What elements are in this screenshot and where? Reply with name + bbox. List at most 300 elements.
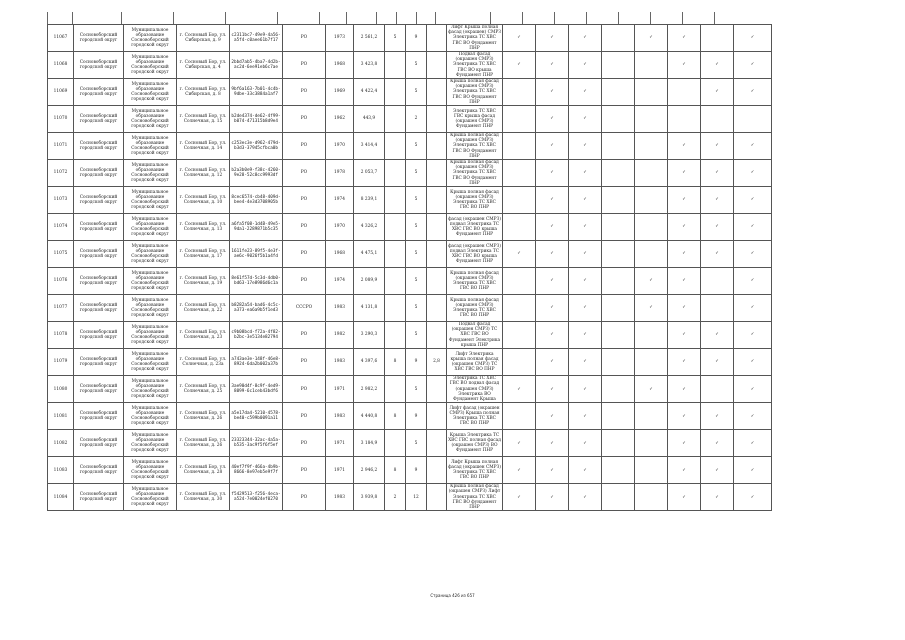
- work-check-cell: [569, 214, 602, 241]
- header-column-divider: [714, 12, 715, 24]
- work-check-cell: [602, 322, 635, 349]
- building-type-cell: РО: [283, 187, 326, 214]
- work-check-cell: [734, 376, 772, 403]
- floors-a-cell: [385, 430, 406, 457]
- work-check-cell: [569, 160, 602, 187]
- floors-a-cell: 5: [385, 25, 406, 52]
- building-type-cell: РО: [283, 430, 326, 457]
- work-check-cell: [701, 484, 734, 511]
- year-cell: 1970: [326, 214, 354, 241]
- floors-b-cell: 5: [406, 160, 427, 187]
- work-check-cell: [668, 187, 701, 214]
- work-check-cell: [602, 133, 635, 160]
- work-check-cell: [569, 457, 602, 484]
- municipality-cell: Муниципальное образование Сосновоборский городской округ: [124, 295, 177, 322]
- check-mark-icon: ✓: [583, 35, 587, 41]
- work-check-cell: [536, 241, 569, 268]
- check-mark-icon: ✓: [682, 278, 686, 284]
- work-check-cell: [635, 25, 668, 52]
- work-check-cell: [668, 268, 701, 295]
- check-mark-icon: ✓: [750, 386, 755, 392]
- address-cell: г. Сосновый Бор, ул. Солнечная, д. 23а: [177, 349, 230, 376]
- check-mark-icon: ✓: [715, 359, 719, 365]
- check-mark-icon: ✓: [583, 305, 587, 311]
- work-check-cell: [635, 484, 668, 511]
- check-mark-icon: ✓: [682, 170, 686, 176]
- work-check-cell: [668, 241, 701, 268]
- header-column-divider: [396, 12, 397, 24]
- work-check-cell: [635, 187, 668, 214]
- work-check-cell: [602, 268, 635, 295]
- municipality-cell: Муниципальное образование Сосновоборский городской округ: [124, 403, 177, 430]
- table-row: [48, 106, 772, 133]
- building-type-cell: РО: [283, 52, 326, 79]
- table-row: [48, 403, 772, 430]
- work-check-cell: [635, 241, 668, 268]
- guid-cell: 23323344-32ac-4a5a-b535-3ac9f5f6f5ef: [230, 430, 283, 457]
- municipality-cell: Муниципальное образование Сосновоборский городской округ: [124, 349, 177, 376]
- work-check-cell: [701, 457, 734, 484]
- area-cell: 2 053,7: [354, 160, 385, 187]
- work-check-cell: [602, 52, 635, 79]
- page-footer: Страница 426 из 657: [430, 593, 475, 598]
- year-cell: 1969: [326, 79, 354, 106]
- work-check-cell: [536, 322, 569, 349]
- check-mark-icon: ✓: [715, 89, 719, 95]
- work-check-cell: [569, 241, 602, 268]
- works-list-cell: Электрика ТС ХВС ГВС крыша фасад (окрашен СМРЗ) Фундамент ПНР: [447, 106, 503, 133]
- table-row: [48, 160, 772, 187]
- header-column-divider: [121, 12, 122, 24]
- area-cell: 3 290,3: [354, 322, 385, 349]
- year-cell: 1971: [326, 376, 354, 403]
- row-number: 11082: [48, 430, 74, 457]
- year-cell: 1974: [326, 268, 354, 295]
- check-mark-icon: ✓: [550, 89, 554, 95]
- district-cell: Сосновоборский городской округ: [74, 322, 124, 349]
- work-check-cell: [602, 25, 635, 52]
- works-list-cell: Электрика ТС ХВС ГВС ВО подвал фасад (окрашен СМРЗ) Электрика ВО Фундамент Крыша: [447, 376, 503, 403]
- year-cell: 1973: [326, 25, 354, 52]
- area-cell: 2 089,9: [354, 268, 385, 295]
- works-list-cell: фасад (окрашен СМРЗ) подвал Электрика ТС ХВС ГВС ВО крыша Фундамент ПНР: [447, 241, 503, 268]
- area-cell: 3 423,8: [354, 52, 385, 79]
- check-mark-icon: ✓: [517, 251, 521, 257]
- work-check-cell: [635, 106, 668, 133]
- check-mark-icon: ✓: [583, 494, 587, 500]
- row-number: 11084: [48, 484, 74, 511]
- work-check-cell: [569, 133, 602, 160]
- address-cell: г. Сосновый Бор, ул. Солнечная, д. 22: [177, 295, 230, 322]
- guid-cell: 3ae90d4f-8c9f-4ed9-8099-6c1ceb43bdf6: [230, 376, 283, 403]
- check-mark-icon: ✓: [715, 224, 719, 230]
- address-cell: г. Сосновый Бор, ул. Солнечная, д. 10: [177, 187, 230, 214]
- floors-a-cell: [385, 160, 406, 187]
- table-row: [48, 295, 772, 322]
- check-mark-icon: ✓: [550, 467, 554, 473]
- extra-value-cell: [427, 295, 447, 322]
- works-list-cell: Крыша полная фасад (окрашен СМРЗ) Лифт Электрика ТС ХВС ГВС ВО фундамент ПНР: [447, 484, 503, 511]
- check-mark-icon: ✓: [715, 332, 719, 338]
- works-list-cell: Крыша полная фасад (окрашен СМРЗ) Электрика ТС ХВС ГВС ВО Фундамент ПНР: [447, 133, 503, 160]
- header-column-divider: [618, 12, 619, 24]
- work-check-cell: [602, 160, 635, 187]
- guid-cell: 40ef7f9f-466a-4b9b-8666-8e97eb5e9f7f: [230, 457, 283, 484]
- work-check-cell: [536, 106, 569, 133]
- row-number: 11073: [48, 187, 74, 214]
- header-column-divider: [490, 12, 491, 24]
- check-mark-icon: ✓: [550, 197, 554, 203]
- row-number: 11074: [48, 214, 74, 241]
- extra-value-cell: [427, 52, 447, 79]
- extra-value-cell: [427, 25, 447, 52]
- work-check-cell: [536, 187, 569, 214]
- work-check-cell: [503, 187, 536, 214]
- check-mark-icon: ✓: [649, 305, 653, 311]
- guid-cell: a743ae3e-148f-46e8-8924-6da2b002a37b: [230, 349, 283, 376]
- works-list-cell: Лифт Электрика крыша полная фасад (окрашен СМРЗ) ТС ХВС ГВС ВО ПНР: [447, 349, 503, 376]
- floors-b-cell: 5: [406, 79, 427, 106]
- building-type-cell: РО: [283, 457, 326, 484]
- address-cell: г. Сосновый Бор, ул. Солнечная, д. 13: [177, 214, 230, 241]
- work-check-cell: [734, 214, 772, 241]
- work-check-cell: [536, 79, 569, 106]
- header-column-divider: [416, 12, 417, 24]
- work-check-cell: [602, 430, 635, 457]
- building-type-cell: РО: [283, 484, 326, 511]
- municipality-cell: Муниципальное образование Сосновоборский городской округ: [124, 430, 177, 457]
- municipality-cell: Муниципальное образование Сосновоборский городской округ: [124, 160, 177, 187]
- work-check-cell: [503, 79, 536, 106]
- work-check-cell: [701, 322, 734, 349]
- row-number: 11079: [48, 349, 74, 376]
- check-mark-icon: ✓: [583, 251, 587, 257]
- work-check-cell: [668, 25, 701, 52]
- year-cell: 1982: [326, 322, 354, 349]
- check-mark-icon: ✓: [750, 224, 755, 230]
- check-mark-icon: ✓: [583, 278, 587, 284]
- floors-b-cell: 5: [406, 376, 427, 403]
- check-mark-icon: ✓: [583, 440, 587, 446]
- area-cell: 3 414,4: [354, 133, 385, 160]
- area-cell: 4 397,6: [354, 349, 385, 376]
- check-mark-icon: ✓: [550, 278, 554, 284]
- work-check-cell: [503, 241, 536, 268]
- check-mark-icon: ✓: [550, 143, 554, 149]
- row-number: 11075: [48, 241, 74, 268]
- district-cell: Сосновоборский городской округ: [74, 241, 124, 268]
- work-check-cell: [602, 403, 635, 430]
- municipality-cell: Муниципальное образование Сосновоборский городской округ: [124, 457, 177, 484]
- work-check-cell: [668, 430, 701, 457]
- area-cell: 2 561,2: [354, 25, 385, 52]
- area-cell: 3 939,8: [354, 484, 385, 511]
- work-check-cell: [569, 295, 602, 322]
- area-cell: 4 422,4: [354, 79, 385, 106]
- municipality-cell: Муниципальное образование Сосновоборский городской округ: [124, 268, 177, 295]
- work-check-cell: [734, 295, 772, 322]
- district-cell: Сосновоборский городской округ: [74, 268, 124, 295]
- check-mark-icon: ✓: [682, 305, 686, 311]
- header-column-divider: [173, 12, 174, 24]
- district-cell: Сосновоборский городской округ: [74, 403, 124, 430]
- work-check-cell: [602, 214, 635, 241]
- works-list-cell: Крыша полная фасад (окрашен СМРЗ) Электрика ТС ХВС ГВС ВО ПНР: [447, 295, 503, 322]
- floors-a-cell: [385, 79, 406, 106]
- floors-a-cell: [385, 214, 406, 241]
- check-mark-icon: ✓: [517, 467, 521, 473]
- work-check-cell: [503, 25, 536, 52]
- table-row: [48, 79, 772, 106]
- check-mark-icon: ✓: [750, 467, 755, 473]
- check-mark-icon: ✓: [583, 170, 587, 176]
- address-cell: г. Сосновый Бор, ул. Солнечная, д. 26: [177, 430, 230, 457]
- district-cell: Сосновоборский городской округ: [74, 25, 124, 52]
- table-row: [48, 457, 772, 484]
- work-check-cell: [635, 376, 668, 403]
- extra-value-cell: [427, 79, 447, 106]
- area-cell: 8 239,1: [354, 187, 385, 214]
- extra-value-cell: [427, 241, 447, 268]
- row-number: 11070: [48, 106, 74, 133]
- check-mark-icon: ✓: [517, 35, 521, 41]
- check-mark-icon: ✓: [583, 386, 587, 392]
- check-mark-icon: ✓: [715, 413, 719, 419]
- extra-value-cell: [427, 160, 447, 187]
- district-cell: Сосновоборский городской округ: [74, 133, 124, 160]
- guid-cell: c9b08bcd-f72a-4f82-b2bc-3e5134e82794: [230, 322, 283, 349]
- floors-a-cell: 2: [385, 484, 406, 511]
- work-check-cell: [668, 295, 701, 322]
- building-type-cell: РО: [283, 133, 326, 160]
- work-check-cell: [701, 25, 734, 52]
- table-row: [48, 376, 772, 403]
- building-type-cell: РО: [283, 322, 326, 349]
- address-cell: г. Сосновый Бор, ул. Солнечная, д. 17: [177, 241, 230, 268]
- address-cell: г. Сосновый Бор, ул. Солнечная, д. 12: [177, 160, 230, 187]
- floors-b-cell: 2: [406, 106, 427, 133]
- work-check-cell: [701, 52, 734, 79]
- work-check-cell: [602, 484, 635, 511]
- works-list-cell: Подвал фасад (окрашен СМРЗ) Электрика ТС ХВС ГВС ВО крыша Фундамент ПНР: [447, 52, 503, 79]
- check-mark-icon: ✓: [715, 62, 719, 68]
- check-mark-icon: ✓: [682, 386, 686, 392]
- works-list-cell: Крыша Электрика ТС ХВС ГВС полная фасад (окрашен СМРЗ) ВО Фундамент ПНР: [447, 430, 503, 457]
- work-check-cell: [503, 295, 536, 322]
- building-type-cell: РО: [283, 25, 326, 52]
- check-mark-icon: ✓: [750, 62, 755, 68]
- check-mark-icon: ✓: [715, 467, 719, 473]
- guid-cell: a5e17da4-5210-4578-be40-c599b0091a11: [230, 403, 283, 430]
- extra-value-cell: [427, 457, 447, 484]
- check-mark-icon: ✓: [750, 89, 755, 95]
- check-mark-icon: ✓: [517, 386, 521, 392]
- register-table-body: [48, 25, 772, 511]
- year-cell: 1971: [326, 457, 354, 484]
- work-check-cell: [734, 430, 772, 457]
- row-number: 11076: [48, 268, 74, 295]
- check-mark-icon: ✓: [750, 440, 755, 446]
- year-cell: 1968: [326, 241, 354, 268]
- municipality-cell: Муниципальное образование Сосновоборский городской округ: [124, 106, 177, 133]
- year-cell: 1970: [326, 133, 354, 160]
- year-cell: 1968: [326, 52, 354, 79]
- address-cell: г. Сосновый Бор, ул. Солнечная, д. 25: [177, 376, 230, 403]
- work-check-cell: [701, 403, 734, 430]
- district-cell: Сосновоборский городской округ: [74, 484, 124, 511]
- check-mark-icon: ✓: [750, 332, 755, 338]
- floors-b-cell: 9: [406, 457, 427, 484]
- work-check-cell: [734, 187, 772, 214]
- table-row: [48, 268, 772, 295]
- work-check-cell: [635, 295, 668, 322]
- area-cell: 2 982,2: [354, 376, 385, 403]
- guid-cell: c253ec3e-d962-479d-b3d3-37945cfbca0b: [230, 133, 283, 160]
- header-column-divider: [346, 12, 347, 24]
- municipality-cell: Муниципальное образование Сосновоборский городской округ: [124, 322, 177, 349]
- check-mark-icon: ✓: [682, 251, 686, 257]
- work-check-cell: [602, 79, 635, 106]
- work-check-cell: [701, 214, 734, 241]
- year-cell: 1983: [326, 484, 354, 511]
- work-check-cell: [503, 322, 536, 349]
- check-mark-icon: ✓: [682, 62, 686, 68]
- check-mark-icon: ✓: [550, 413, 554, 419]
- work-check-cell: [536, 268, 569, 295]
- check-mark-icon: ✓: [550, 116, 554, 122]
- work-check-cell: [602, 376, 635, 403]
- work-check-cell: [668, 376, 701, 403]
- check-mark-icon: ✓: [550, 35, 554, 41]
- district-cell: Сосновоборский городской округ: [74, 79, 124, 106]
- floors-b-cell: 12: [406, 484, 427, 511]
- work-check-cell: [734, 349, 772, 376]
- work-check-cell: [668, 133, 701, 160]
- check-mark-icon: ✓: [750, 197, 755, 203]
- work-check-cell: [701, 187, 734, 214]
- header-column-divider: [586, 12, 587, 24]
- check-mark-icon: ✓: [682, 224, 686, 230]
- guid-cell: 9bf6a163-7b01-4c4b-9dbe-33c3884a1af7: [230, 79, 283, 106]
- building-type-cell: РО: [283, 214, 326, 241]
- check-mark-icon: ✓: [649, 386, 653, 392]
- extra-value-cell: [427, 268, 447, 295]
- work-check-cell: [635, 214, 668, 241]
- check-mark-icon: ✓: [682, 440, 686, 446]
- floors-b-cell: 5: [406, 52, 427, 79]
- work-check-cell: [536, 52, 569, 79]
- work-check-cell: [701, 79, 734, 106]
- floors-a-cell: [385, 241, 406, 268]
- floors-a-cell: 8: [385, 403, 406, 430]
- check-mark-icon: ✓: [583, 467, 587, 473]
- building-type-cell: РО: [283, 160, 326, 187]
- check-mark-icon: ✓: [682, 359, 686, 365]
- district-cell: Сосновоборский городской округ: [74, 376, 124, 403]
- work-check-cell: [734, 133, 772, 160]
- work-check-cell: [536, 403, 569, 430]
- header-column-divider: [277, 12, 278, 24]
- work-check-cell: [635, 457, 668, 484]
- building-type-cell: РО: [283, 241, 326, 268]
- works-list-cell: Лифт Крыша полная фасад (окрашен) СМРЗ Электрика ТС ХВС ГВС ВО Фундамент ПНР: [448, 25, 501, 51]
- address-cell: г. Сосновый Бор, ул. Солнечная, д. 19: [177, 268, 230, 295]
- table-row: [48, 241, 772, 268]
- work-check-cell: [701, 241, 734, 268]
- work-check-cell: [602, 295, 635, 322]
- work-check-cell: [734, 322, 772, 349]
- floors-a-cell: 8: [385, 457, 406, 484]
- check-mark-icon: ✓: [517, 494, 521, 500]
- extra-value-cell: [427, 430, 447, 457]
- header-column-divider: [47, 12, 48, 24]
- work-check-cell: [602, 187, 635, 214]
- area-cell: 3 184,9: [354, 430, 385, 457]
- municipality-cell: Муниципальное образование Сосновоборский городской округ: [124, 376, 177, 403]
- header-column-divider: [319, 12, 320, 24]
- work-check-cell: [635, 79, 668, 106]
- floors-b-cell: 5: [406, 295, 427, 322]
- extra-value-cell: [427, 322, 447, 349]
- check-mark-icon: ✓: [583, 224, 587, 230]
- work-check-cell: [602, 457, 635, 484]
- work-check-cell: [734, 106, 772, 133]
- guid-cell: f5429513-f256-4eca-a524-7e0024ef0270: [230, 484, 283, 511]
- housing-register-table: [47, 24, 772, 511]
- floors-b-cell: 5: [406, 133, 427, 160]
- extra-value-cell: [427, 214, 447, 241]
- work-check-cell: [503, 376, 536, 403]
- extra-value-cell: [427, 187, 447, 214]
- guid-cell: 8e61f57d-5c3d-4db0-bd63-17e8986d6c1a: [230, 268, 283, 295]
- floors-b-cell: 9: [406, 403, 427, 430]
- check-mark-icon: ✓: [649, 35, 653, 41]
- work-check-cell: [503, 268, 536, 295]
- check-mark-icon: ✓: [583, 413, 587, 419]
- municipality-cell: Муниципальное образование Сосновоборский городской округ: [124, 79, 177, 106]
- check-mark-icon: ✓: [550, 386, 554, 392]
- floors-b-cell: 5: [406, 430, 427, 457]
- address-cell: г. Сосновый Бор, ул. Сибирская, д. 8: [177, 79, 230, 106]
- floors-a-cell: [385, 106, 406, 133]
- check-mark-icon: ✓: [550, 62, 554, 68]
- work-check-cell: [701, 106, 734, 133]
- row-number: 11071: [48, 133, 74, 160]
- work-check-cell: [503, 484, 536, 511]
- floors-b-cell: 5: [406, 187, 427, 214]
- building-type-cell: СССРО: [283, 295, 326, 322]
- check-mark-icon: ✓: [583, 359, 587, 365]
- check-mark-icon: ✓: [750, 251, 755, 257]
- check-mark-icon: ✓: [750, 359, 755, 365]
- extra-value-cell: [427, 133, 447, 160]
- work-check-cell: [569, 376, 602, 403]
- address-cell: г. Сосновый Бор, ул. Солнечная, д. 26: [177, 403, 230, 430]
- work-check-cell: [536, 133, 569, 160]
- header-column-divider: [72, 12, 73, 24]
- table-row: [48, 52, 772, 79]
- work-check-cell: [503, 133, 536, 160]
- row-number: 11069: [48, 79, 74, 106]
- work-check-cell: [635, 133, 668, 160]
- area-cell: 4 440,8: [354, 403, 385, 430]
- check-mark-icon: ✓: [682, 413, 686, 419]
- address-cell: г. Сосновый Бор, ул. Солнечная, д. 23: [177, 322, 230, 349]
- work-check-cell: [701, 430, 734, 457]
- work-check-cell: [503, 403, 536, 430]
- district-cell: Сосновоборский городской округ: [74, 295, 124, 322]
- work-check-cell: [734, 25, 772, 52]
